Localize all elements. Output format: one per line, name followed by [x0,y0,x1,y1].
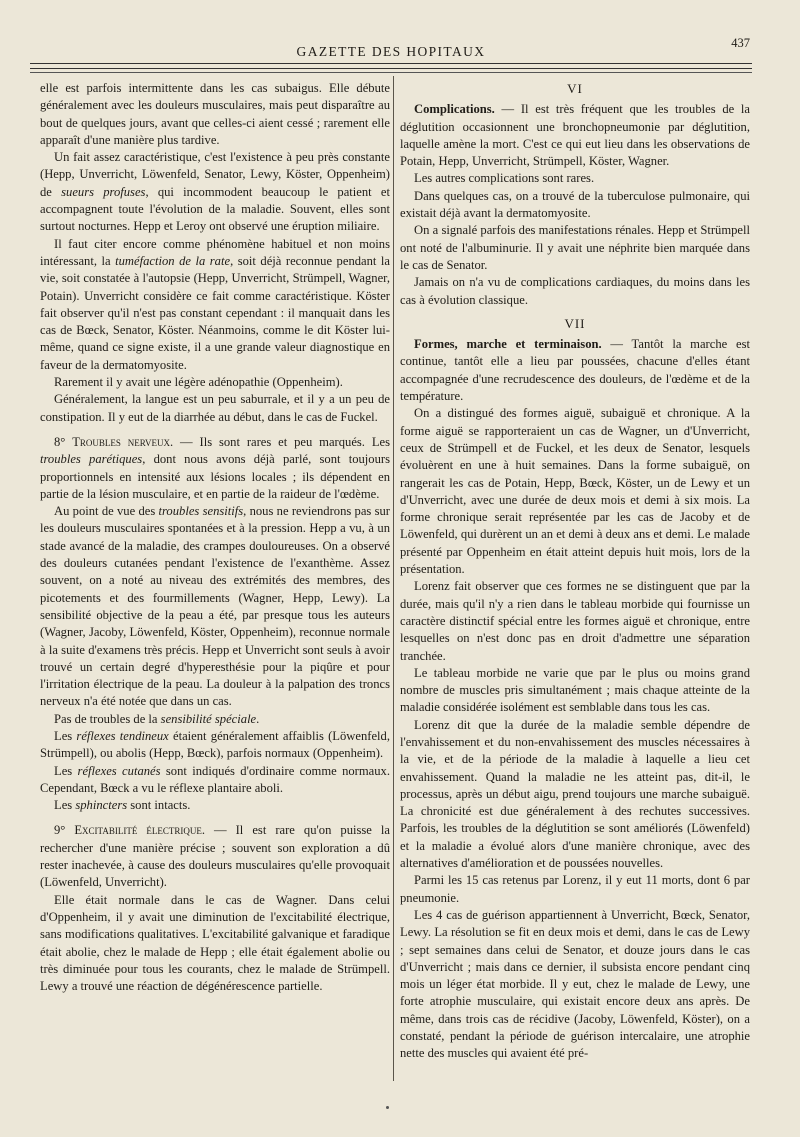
emphasis: sensibilité spéciale [160,711,257,726]
running-header [30,36,752,62]
paragraph: Complications. — Il est très fréquent que les troubles de la déglutition occasionnent une bronchopneumonie par déglutition, laquelle amène la mort. C'est ce qui eut lieu dans les observations de Potain, Hepp, Unverricht, Strümpell, Köster, Wagner. [400,102,750,169]
paragraph: Les autres complications sont rares. [414,171,595,186]
paragraph: Jamais on n'a vu de complications cardiaques, du moins dans les cas à évolution classique. [400,275,750,307]
subsection-heading: Excitabilité électrique [74,823,202,838]
emphasis: troubles sensitifs [158,504,244,519]
paragraph: On a signalé parfois des manifestations rénales. Hepp et Strümpell ont noté de l'albuminurie. Il y avait une néphrite bien marquée dans le cas de Senator. [400,223,750,272]
paragraph: Rarement il y avait une légère adénopathie (Oppenheim). [54,375,343,390]
paragraph: Les réflexes cutanés sont indiqués d'ordinaire comme normaux. Cependant, Bœck a vu le réflexe plantaire aboli. [40,763,391,795]
section-heading: Formes, marche et terminaison. [414,337,602,352]
emphasis: réflexes cutanés [77,763,161,778]
emphasis: troubles parétiques [40,452,143,467]
paragraph: Un fait assez caractéristique, c'est l'existence à peu près constante (Hepp, Unverricht, Löwenfeld, Senator, Lewy, Köster, Oppenheim) de sueurs profuses, qui incommodent beaucoup le patient et accompagnent toute l'évolution de la maladie. Souvent, elles sont surtout nocturnes. Hepp et Leroy ont observé une éruption miliaire. [40,150,390,234]
paragraph: Au point de vue des troubles sensitifs, nous ne reviendrons pas sur les douleurs musculaires spontanées et à la pression. Hepp a vu, à un stade avancé de la maladie, des crampes douloureuses. On a observé des douleurs cutanées pendant l'existence de l'exanthème. Assez souvent, on a noté au niveau des extrémités des membres, des picotements et des fourmillements (Wagner, Hepp, Lewy). La sensibilité objective de la peau a été, par presque tous les auteurs (Wagner, Jacoby, Löwenfeld, Köster, Oppenheim), reconnue normale à la suite d'examens très précis. Hepp et Unverricht sont seuls à avoir trouvé un certain degré d'hyperesthésie pour la piqûre et pour l'irritation électrique de la peau. La douleur à la palpation des troncs nerveux n'a été notée que dans un cas. [40,504,390,709]
right-column [400,80,750,1063]
paragraph: Pas de troubles de la sensibilité spéciale. [54,711,260,726]
emphasis: sueurs profuses [61,184,146,199]
paragraph: Dans quelques cas, on a trouvé de la tuberculose pulmonaire, qui existait déjà avant la dermatomyosite. [400,188,750,221]
paragraph: Parmi les 15 cas retenus par Lorenz, il y eut 11 morts, dont 6 par pneumonie. [400,873,750,905]
subsection-paragraph: 9° Excitabilité électrique. — Il est rare qu'on puisse la rechercher d'une manière précise ; souvent son exploration a dû rester inachevée, à cause des douleurs musculaires qu'elle provoquait (Löwenfeld, Unverricht). [40,823,390,890]
header-rule-top [30,63,752,64]
paragraph: Les sphincters sont intacts. [54,798,191,813]
paragraph: Le tableau morbide ne varie que par le plus ou moins grand nombre de muscles pris simultanément ; mais chaque atteinte de la maladie considérée isolément est semblable dans tous les cas. [400,665,750,715]
paragraph: elle est parfois intermittente dans les cas subaigus. Elle débute généralement avec les douleurs musculaires, mais peut disparaître au bout de quelques jours, avant que celles-ci aient cessé ; rarement elle apparaît d'une manière plus tardive. [40,81,390,147]
paragraph: Généralement, la langue est un peu saburrale, et il y a un peu de constipation. Il y eut de la diarrhée au début, dans le cas de Fuckel. [40,392,390,424]
paragraph: Lorenz fait observer que ces formes ne se distinguent que par la durée, mais qu'il n'y a rien dans le tableau morbide qui fournisse un caractère distinctif spécial entre les formes aiguë et chronique, entre lesquelles on n'est donc pas en droit d'admettre une séparation tranchée. [400,579,750,663]
emphasis: tuméfaction de la rate [115,253,231,268]
column-divider [393,76,394,1081]
header-rule-bottom [30,72,752,73]
journal-title: GAZETTE DES HOPITAUX [296,44,486,59]
section-number: VII [564,315,586,331]
paragraph: Elle était normale dans le cas de Wagner. Dans celui d'Oppenheim, il y avait une diminution de l'excitabilité électrique, sans modifications qualitatives. L'excitabilité galvanique et faradique était abolie, chez le malade de Hepp ; elle était également abolie ou très diminuée pour tous les courants, chez le malade de Strümpell. Lewy a trouvé une réaction de dégénérescence partielle. [40,892,390,994]
paragraph: On a distingué des formes aiguë, subaiguë et chronique. A la forme aiguë se rapporteraient un cas de Wagner, un d'Unverricht, ceux de Strümpell et de Fuckel, et les deux de Senator, lesquels évoluèrent en une à huit semaines. Dans la forme subaiguë, on rangerait les cas de Potain, Hepp, Bœck, Köster, un de Lewy et un d'Unverricht, avec une durée de deux mois et demi à six mois. La forme chronique serait représentée par les cas de Jacoby et de Löwenfeld, qui durèrent un an et demi à deux ans et demi. Le malade présenté par Oppenheim en était atteint depuis huit mois, lors de la présentation. [400,406,750,577]
left-column [40,80,390,995]
header-rule-thick [30,68,752,69]
paragraph: Il faut citer encore comme phénomène habituel et non moins intéressant, la tuméfaction de la rate, soit déjà reconnue pendant la vie, soit constatée à l'autopsie (Hepp, Unverricht, Strümpell, Wagner, Potain). Unverricht considère ce fait comme caractéristique. Köster fait observer qu'il n'est pas constant cependant : il manquait dans les cas de Bœck, Senator, Köster. Néanmoins, comme le dit Köster lui-même, quand ce signe existe, il a une grande valeur diagnostique en faveur de la dermatomyosite. [40,236,391,372]
subsection-paragraph: 8° Troubles nerveux. — Ils sont rares et peu marqués. Les troubles parétiques, dont nous avons déjà parlé, sont toujours proportionnels en intensité aux lésions locales ; ils dépendent en partie de la lésion musculaire, et en partie de la raideur de l'œdème. [40,434,390,501]
paragraph: Les réflexes tendineux étaient généralement affaiblis (Löwenfeld, Strümpell), ou abolis (Hepp, Bœck), parfois normaux (Oppenheim). [40,728,390,761]
page-number: 437 [731,36,750,50]
section-number: VI [567,81,583,96]
subsection-heading: Troubles nerveux [72,434,171,449]
emphasis: sphincters [75,798,128,813]
paragraph: Formes, marche et terminaison. — Tantôt la marche est continue, tantôt elle a lieu par poussées, chacune d'elles étant accompagnée d'une recrudescence des douleurs, de l'œdème et de la température. [400,337,750,404]
paragraph: Lorenz dit que la durée de la maladie semble dépendre de l'envahissement et du non-envahissement des muscles nécessaires à la vie, et de la période de la maladie à laquelle a lieu cet envahissement. Quand la maladie ne les atteint pas, dit-il, le processus, après un début aigu, prend toujours une marche subaiguë. La chronicité est due généralement à des rechutes successives. Parfois, les troubles de la déglutition se sont améliorés (Löwenfeld) et la maladie a évolué alors d'une manière chronique, avec des alternatives d'amélioration et de poussées nouvelles. [400,717,750,871]
paragraph: Les 4 cas de guérison appartiennent à Unverricht, Bœck, Senator, Lewy. La résolution se fit en deux mois et demi, dans le cas de Lewy ; sept semaines dans celui de Senator, et douze jours dans le cas d'Unverricht ; mais dans ce dernier, il subsista encore pendant cinq mois un léger état morbide. Il y eut, chez le malade de Lewy, une forte atrophie musculaire, qui existait encore deux ans après. De même, dans trois cas de récidive (Jacoby, Löwenfeld, Köster), on a constaté, pendant la période de guérison intercalaire, une atrophie nette des muscles qui avaient été pré- [400,907,750,1061]
ink-speck [386,1106,389,1109]
section-heading: Complications. [414,102,495,117]
emphasis: réflexes tendineux [76,728,169,743]
